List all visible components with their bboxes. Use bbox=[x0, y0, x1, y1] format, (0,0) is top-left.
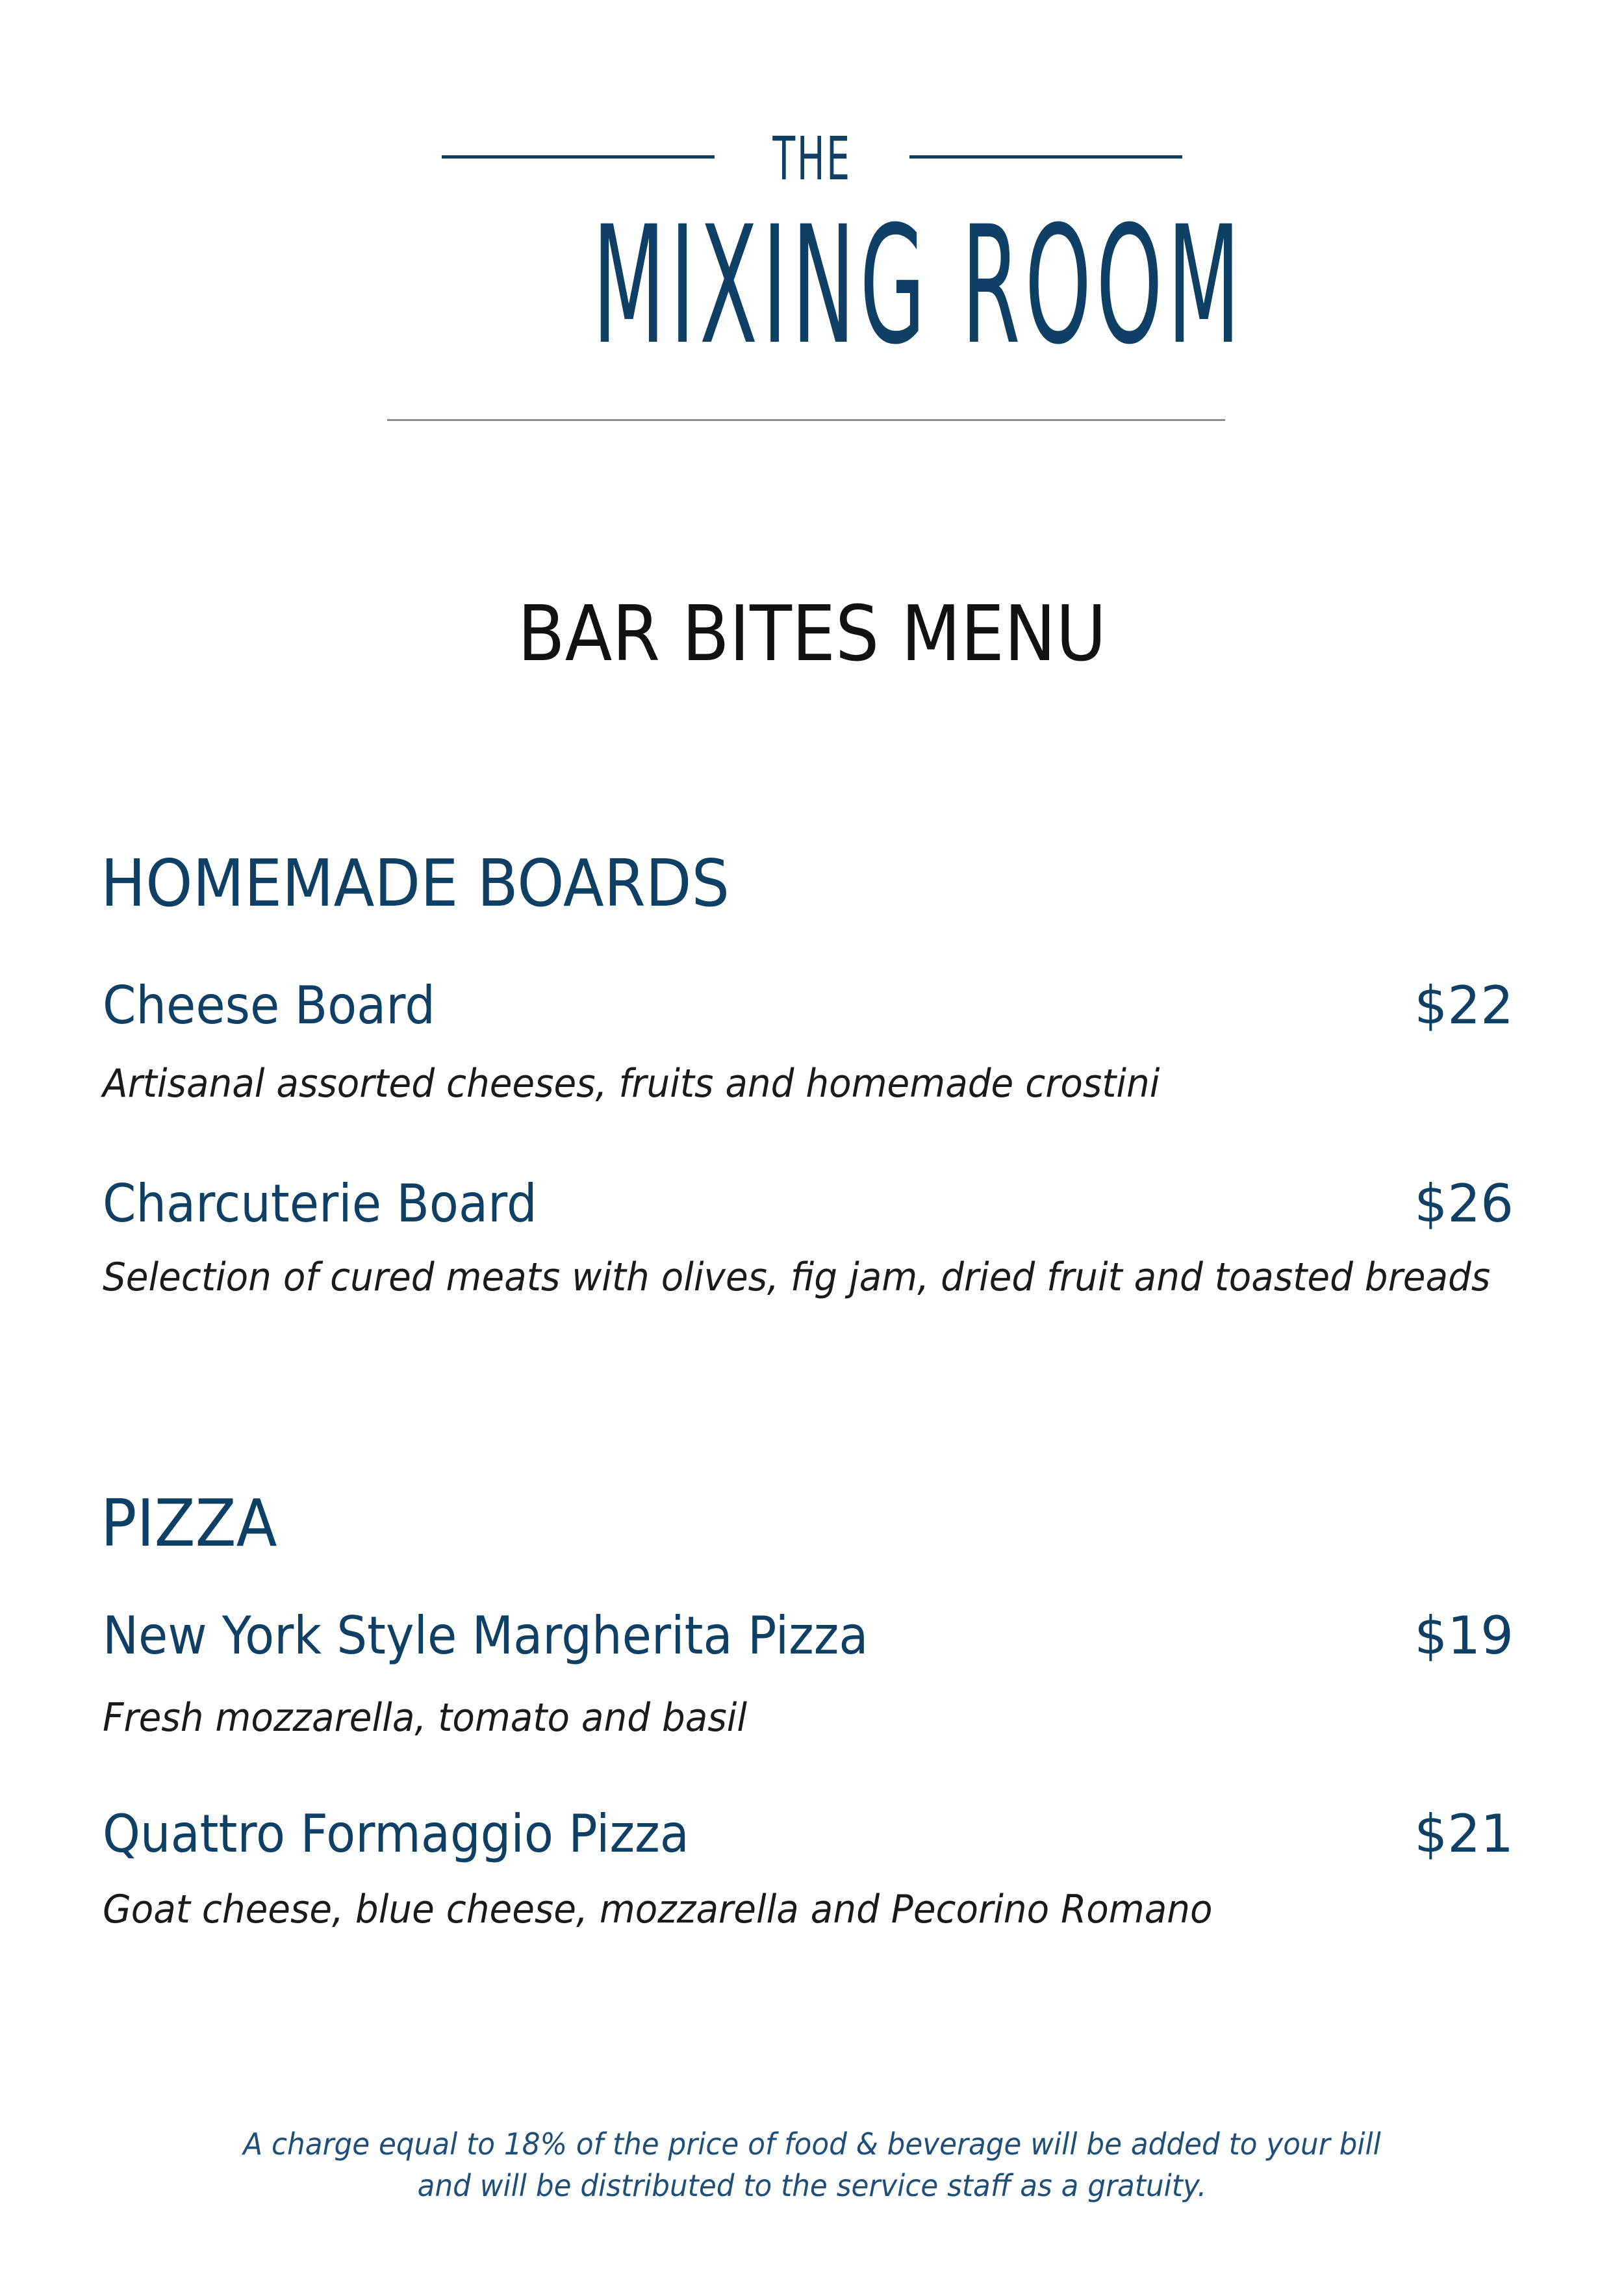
item-desc-quattro-formaggio-pizza: Goat cheese, blue cheese, mozzarella and Pecorino Romano bbox=[103, 1887, 1213, 1932]
item-price-cheese-board: $22 bbox=[1414, 975, 1514, 1036]
item-name-quattro-formaggio-pizza: Quattro Formaggio Pizza bbox=[103, 1804, 689, 1864]
item-name-margherita-pizza: New York Style Margherita Pizza bbox=[103, 1605, 869, 1666]
item-desc-charcuterie-board: Selection of cured meats with olives, fig jam, dried fruit and toasted breads bbox=[103, 1255, 1491, 1300]
item-price-quattro-formaggio-pizza: $21 bbox=[1414, 1804, 1514, 1864]
section-title-pizza: PIZZA bbox=[101, 1485, 277, 1561]
item-name-charcuterie-board: Charcuterie Board bbox=[103, 1173, 537, 1234]
item-desc-cheese-board: Artisanal assorted cheeses, fruits and homemade crostini bbox=[103, 1061, 1160, 1106]
item-desc-margherita-pizza: Fresh mozzarella, tomato and basil bbox=[103, 1695, 748, 1741]
logo-name: MIXING ROOM bbox=[592, 191, 1245, 380]
logo bbox=[390, 123, 1245, 380]
menu-title: BAR BITES MENU bbox=[517, 589, 1107, 678]
item-name-cheese-board: Cheese Board bbox=[103, 975, 435, 1036]
header-divider bbox=[387, 419, 1225, 421]
item-price-charcuterie-board: $26 bbox=[1414, 1173, 1514, 1234]
gratuity-notice-line-1: A charge equal to 18% of the price of food & beverage will be added to your bill bbox=[243, 2127, 1381, 2162]
section-title-homemade-boards: HOMEMADE BOARDS bbox=[101, 845, 730, 921]
gratuity-notice bbox=[0, 2123, 1624, 2206]
gratuity-notice-line-2: and will be distributed to the service staff as a gratuity. bbox=[417, 2168, 1207, 2203]
logo-the: THE bbox=[772, 124, 852, 194]
item-price-margherita-pizza: $19 bbox=[1414, 1605, 1514, 1666]
